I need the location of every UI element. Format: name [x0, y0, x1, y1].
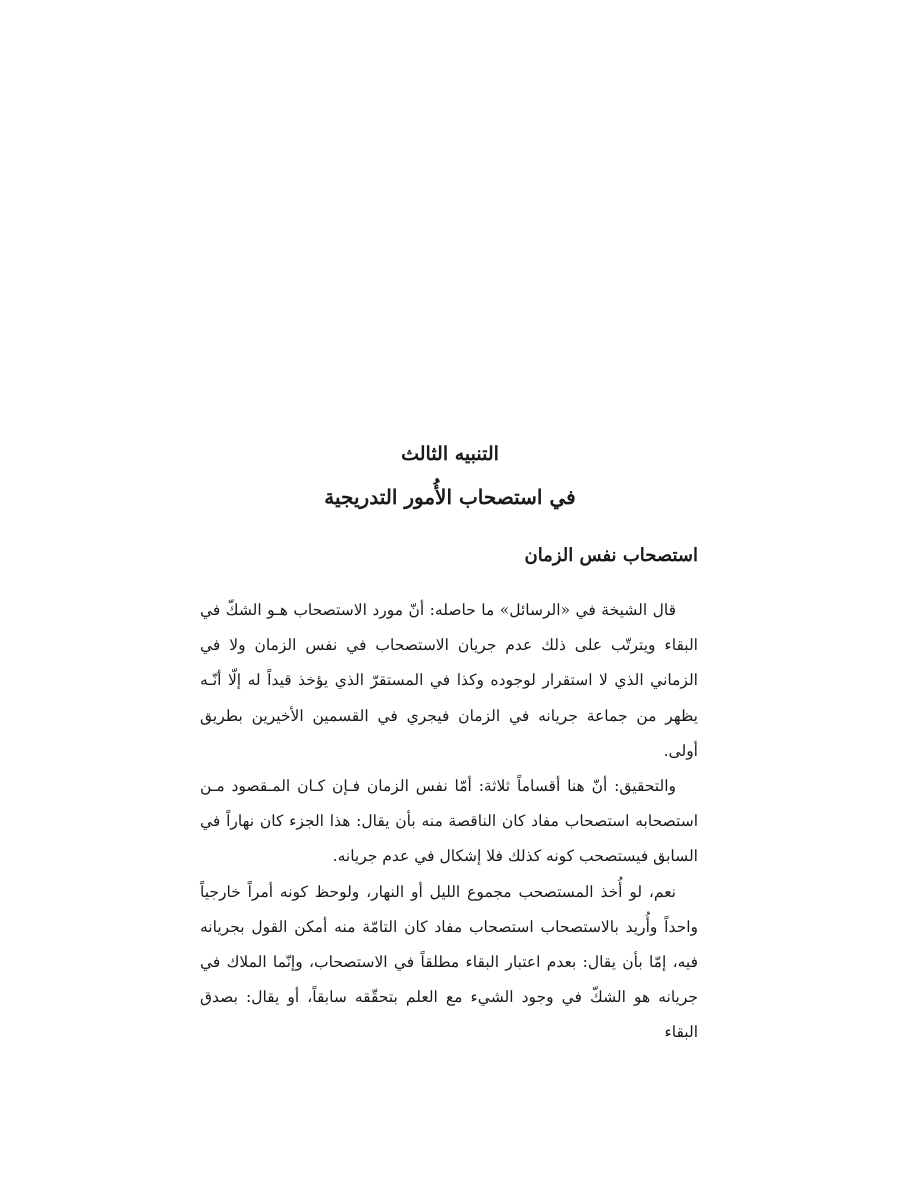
paragraph: والتحقيق: أنّ هنا أقساماً ثلاثة: أمّا نفس الزمان فـإن كـان المـقصود مـن استصحابه استصحاب مفاد كان الناقصة منه بأن يقال: هذا الجزء كان نهاراً في السابق فيستصحب كونه كذلك فلا إشكال في عدم جريانه. [200, 777, 698, 866]
paragraph: نعم، لو أُخذ المستصحب مجموع الليل أو النهار، ولوحظ كونه أمراً خارجياً واحداً وأُريد بالاستصحاب استصحاب مفاد كان التامّة منه أمكن القول بجريانه فيه، إمّا بأن يقال: بعدم اعتبار البقاء مطلقاً في الاستصحاب، وإنّما الملاك في جريانه هو الشكّ في وجود الشيء مع العلم بتحقّقه سابقاً، أو يقال: بصدق البقاء [200, 882, 698, 1042]
body-text [200, 593, 698, 1051]
paragraph: قال الشيخة في «الرسائل» ما حاصله: أنّ مورد الاستصحاب هـو الشكّ في البقاء ويترتّب على ذلك عدم جريان الاستصحاب في نفس الزمان ولا في الزماني الذي لا استقرار لوجوده وكذا في المستقرّ الذي يؤخذ قيداً له إلّا أنّـه يظهر من جماعة جريانه في الزمان فيجري في القسمين الأخيرين بطريق أولى. [200, 601, 698, 760]
chapter-title: التنبيه الثالث [401, 443, 499, 465]
chapter-subtitle: في استصحاب الأُمور التدريجية [324, 485, 576, 509]
section-heading: استصحاب نفس الزمان [524, 545, 698, 566]
